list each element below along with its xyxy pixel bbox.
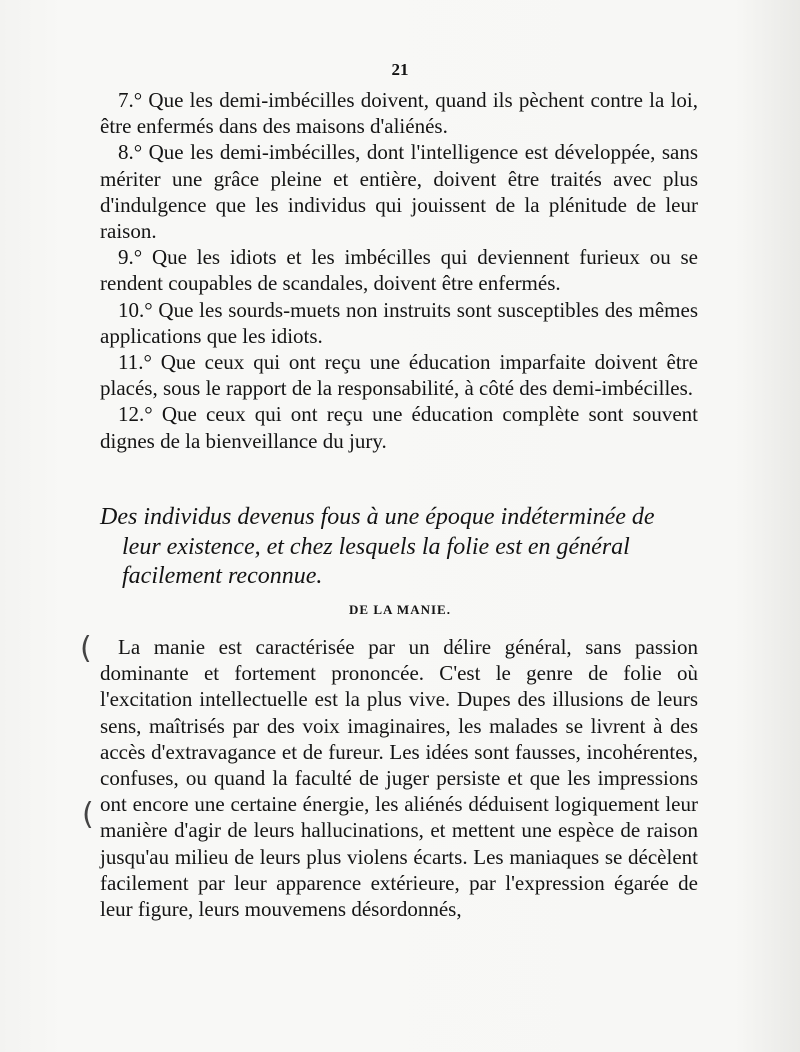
margin-bracket-mark: ( (82, 797, 94, 832)
section-heading-line: Des individus devenus fous à une époque indéterminée de (100, 504, 655, 530)
list-item: 11.° Que ceux qui ont reçu une éducation imparfaite doivent être placés, sous le rapport de la responsabilité, à côté des demi-imbécilles. (100, 350, 698, 401)
list-item: 8.° Que les demi-imbécilles, dont l'intelligence est développée, sans mériter une grâce pleine et entière, doivent être traités avec plus d'indulgence que les individus qui jouissent de la plénitude de leur raison. (100, 140, 698, 244)
list-item: 7.° Que les demi-imbécilles doivent, quand ils pèchent contre la loi, être enfermés dans des maisons d'aliénés. (100, 88, 698, 139)
section-heading-line: leur existence, et chez lesquels la folie est en général (122, 533, 630, 560)
list-item: 10.° Que les sourds-muets non instruits sont susceptibles des mêmes applications que les idiots. (100, 297, 698, 348)
list-item: 12.° Que ceux qui ont reçu une éducation complète sont souvent dignes de la bienveillance du jury. (100, 402, 698, 453)
section-heading (100, 503, 698, 592)
page-number: 21 (391, 60, 409, 79)
margin-bracket-mark: ( (80, 631, 92, 666)
subheading: DE LA MANIE. (349, 602, 451, 617)
numbered-conclusions (100, 87, 698, 454)
section-heading-line: facilement reconnue. (122, 563, 323, 589)
list-item: 9.° Que les idiots et les imbécilles qui deviennent furieux ou se rendent coupables de scandales, doivent être enfermés. (100, 245, 698, 296)
body-paragraph: La manie est caractérisée par un délire général, sans passion dominante et fortement prononcée. C'est le genre de folie où l'excitation intellectuelle est la plus vive. Dupes des illusions de leurs sens, maîtrisés par des voix imaginaires, les malades se livrent à des accès d'extravagance et de fureur. Les idées sont fausses, incohérentes, confuses, ou quand la faculté de juger persiste et que les impressions ont encore une certaine énergie, les aliénés déduisent logiquement leur manière d'agir de leurs hallucinations, et mettent une espèce de raison jusqu'au milieu de leurs plus violens écarts. Les maniaques se décèlent facilement par leur apparence extérieure, par l'expression égarée de leur figure, leurs mouvemens désordonnés, (100, 635, 698, 922)
body-text (100, 634, 698, 922)
